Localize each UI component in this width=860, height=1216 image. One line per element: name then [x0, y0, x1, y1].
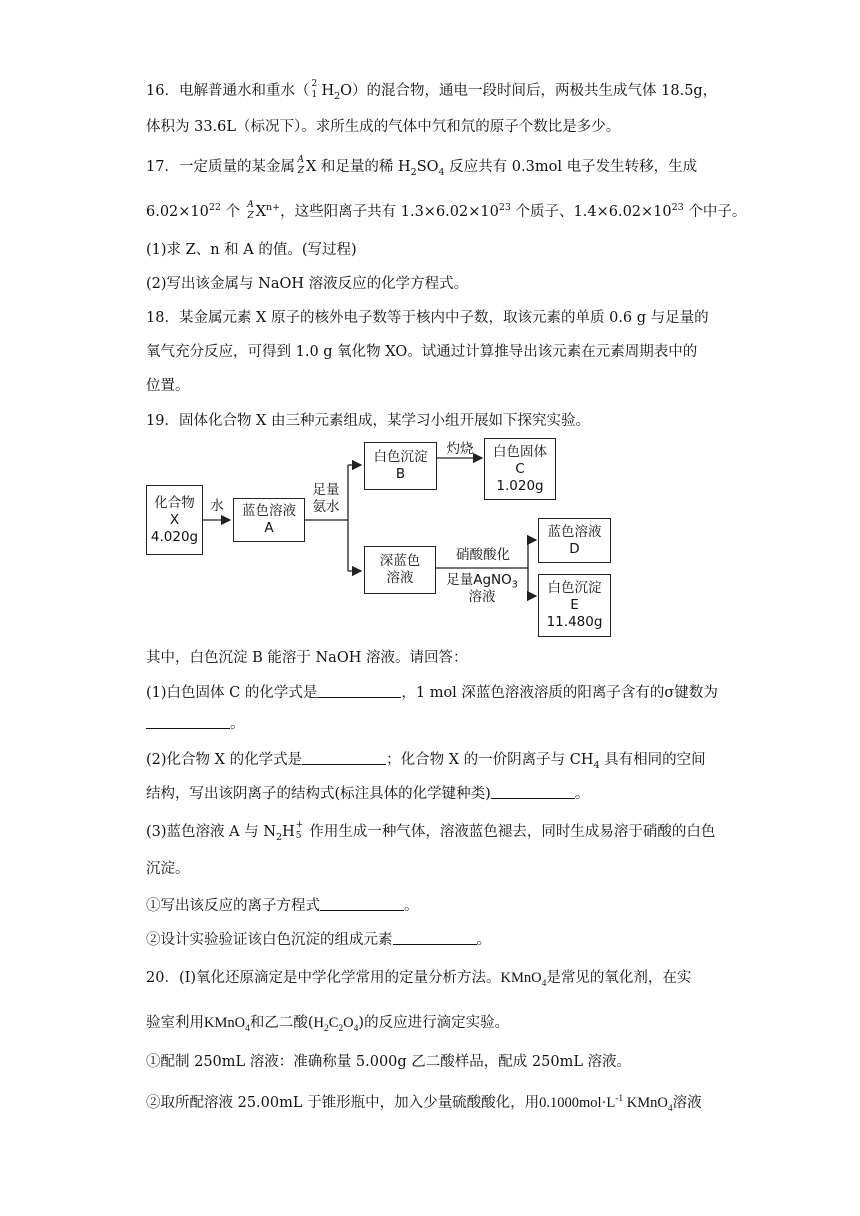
label-text — [436, 572, 528, 589]
q16-line-1 — [146, 80, 717, 101]
text: 17．一定质量的某金属 — [146, 159, 295, 175]
q19-part-3-line-1 — [146, 822, 715, 842]
formula-kmno4 — [500, 970, 547, 989]
box-text: 深蓝色 — [379, 553, 421, 569]
text: 具有相同的空间 — [599, 752, 706, 768]
answer-blank[interactable] — [320, 896, 404, 911]
label-text: 足量 — [312, 482, 340, 498]
text: 和乙二酸( — [249, 1015, 314, 1031]
subscript: 2 — [276, 831, 283, 843]
box-blue-solution-d — [538, 518, 611, 563]
mass-number: A — [297, 155, 304, 165]
subscript: 4 — [593, 759, 600, 771]
q20-line-1 — [146, 968, 691, 988]
text: 反应共有 0.3mol 电子发生转移，生成 — [444, 159, 698, 175]
nuclide-notation — [295, 157, 305, 175]
q17-part-2: (2)写出该金属与 NaOH 溶液反应的化学方程式。 — [146, 276, 469, 292]
text: X 和足量的稀 H — [305, 159, 411, 175]
q19-part-1-line-2 — [146, 714, 245, 734]
label-ammonia — [306, 482, 346, 516]
text: X — [255, 204, 267, 220]
box-text: 1.020g — [496, 477, 544, 494]
text: 足量AgNO — [446, 572, 512, 588]
label-text: 氨水 — [312, 499, 340, 515]
box-white-solid-c — [484, 438, 556, 500]
text: SO — [416, 159, 439, 175]
label-text: 溶液 — [468, 589, 496, 605]
answer-blank[interactable] — [302, 750, 386, 765]
text: 作用生成一种气体，溶液蓝色褪去，同时生成易溶于硝酸的白色 — [304, 824, 716, 840]
box-text: 白色沉淀 — [373, 449, 428, 465]
charge: + — [295, 820, 304, 830]
mass-number: 2 — [311, 79, 318, 89]
subscript: 2 — [324, 1023, 329, 1034]
q19-part-2-line-2 — [146, 784, 589, 804]
superscript: 22 — [208, 202, 221, 214]
box-white-precipitate-e — [538, 574, 611, 637]
charge-subscript-stack — [295, 822, 305, 840]
formula-kmno4 — [623, 1095, 673, 1114]
subscript: 5 — [295, 831, 302, 841]
q19-part-3-line-2: 沉淀。 — [146, 861, 190, 877]
concentration — [539, 1095, 623, 1111]
text: KMnO — [500, 970, 542, 986]
box-text: E — [570, 597, 579, 613]
text: 是常见的氧化剂，在实 — [546, 970, 692, 986]
box-text: C — [515, 460, 525, 477]
box-deep-blue-solution — [364, 546, 436, 594]
subscript: 3 — [511, 579, 518, 591]
q18-line-2: 氧气充分反应，可得到 1.0 g 氧化物 XO。试通过计算推导出该元素在元素周期表中的 — [146, 344, 698, 360]
text: 6.02×10 — [146, 204, 209, 220]
box-blue-solution-a — [233, 498, 305, 542]
superscript: n+ — [266, 202, 281, 214]
label-nitric-acid: 硝酸酸化 — [456, 547, 510, 563]
q20-step-1: ①配制 250mL 溶液：准确称量 5.000g 乙二酸样品，配成 250mL 溶液。 — [146, 1054, 632, 1070]
text: 溶液 — [672, 1095, 702, 1111]
q19-intro: 19．固体化合物 X 由三种元素组成，某学习小组开展如下探究实验。 — [146, 413, 590, 429]
label-burn: 灼烧 — [446, 441, 474, 457]
text: H — [321, 83, 335, 99]
q16-line-2: 体积为 33.6L（标况下）。求所生成的气体中氕和氘的原子个数比是多少。 — [146, 119, 621, 135]
box-text: 溶液 — [386, 570, 414, 586]
subscript: 2 — [410, 166, 417, 178]
box-compound-x — [146, 485, 203, 555]
q17-part-1: (1)求 Z、n 和 A 的值。(写过程) — [146, 242, 357, 258]
box-text: 蓝色溶液 — [242, 503, 296, 519]
subscript: 4 — [667, 1103, 673, 1114]
formula-h2c2o4 — [313, 1015, 359, 1034]
atomic-number: 1 — [311, 90, 318, 100]
answer-blank[interactable] — [146, 714, 230, 729]
text: KMnO — [623, 1095, 668, 1111]
box-text: 4.020g — [150, 528, 199, 545]
nuclide-notation — [245, 202, 255, 220]
text: (1)白色固体 C 的化学式是 — [146, 685, 318, 701]
text: KMnO — [204, 1015, 246, 1031]
mass-number: A — [247, 200, 254, 210]
q18-line-1: 18．某金属元素 X 原子的核外电子数等于核内中子数，取该元素的单质 0.6 g 与足量的 — [146, 310, 709, 326]
subscript: 2 — [338, 1023, 344, 1034]
box-text: B — [395, 466, 406, 482]
box-text: X — [169, 511, 180, 528]
text: 0.1000mol·L — [539, 1095, 616, 1111]
formula-kmno4 — [204, 1015, 250, 1034]
isotope-notation — [309, 80, 321, 100]
q19-part-1-line-1 — [146, 683, 718, 703]
superscript: -1 — [615, 1094, 624, 1105]
q19-part-3-item-2 — [146, 930, 491, 950]
text: O — [343, 1015, 354, 1031]
q17-line-2 — [146, 202, 746, 222]
subscript: 4 — [353, 1023, 359, 1034]
q20-line-2 — [146, 1013, 509, 1033]
q20-step-2 — [146, 1093, 702, 1113]
text: 。 — [476, 932, 491, 948]
subscript: 4 — [245, 1023, 250, 1034]
label-silver-nitrate — [436, 572, 528, 606]
text: O）的混合物，通电一段时间后，两极共生成气体 18.5g， — [340, 83, 718, 99]
superscript: 23 — [498, 202, 511, 214]
subscript: 4 — [541, 978, 547, 989]
text: 个质子、1.4×6.02×10 — [510, 204, 672, 220]
text: 结构，写出该阴离子的结构式(标注具体的化学键种类) — [146, 786, 491, 802]
q19-after-chart: 其中，白色沉淀 B 能溶于 NaOH 溶液。请回答： — [146, 650, 468, 666]
text: 个 — [220, 204, 245, 220]
q19-part-3-item-1 — [146, 896, 419, 916]
box-text: 白色固体 — [493, 443, 547, 460]
box-text: A — [264, 520, 274, 536]
text: )的反应进行滴定实验。 — [358, 1015, 510, 1031]
label-water: 水 — [210, 498, 224, 514]
text: ；化合物 X 的一价阴离子与 CH — [386, 752, 594, 768]
answer-blank[interactable] — [491, 784, 575, 799]
answer-blank[interactable] — [317, 683, 401, 698]
q18-line-3: 位置。 — [146, 378, 190, 394]
subscript: 4 — [438, 166, 445, 178]
atomic-number: Z — [297, 166, 304, 176]
text: (3)蓝色溶液 A 与 N — [146, 824, 277, 840]
text: 。 — [574, 786, 590, 802]
text: 验室利用 — [146, 1015, 204, 1031]
text: ，这些阳离子共有 1.3×6.02×10 — [280, 204, 499, 220]
answer-blank[interactable] — [393, 930, 477, 945]
text: ，1 mol 深蓝色溶液溶质的阳离子含有的σ键数为 — [401, 685, 718, 701]
text: 20．(I)氧化还原滴定是中学化学常用的定量分析方法。 — [146, 970, 501, 986]
box-text: 11.480g — [546, 614, 603, 630]
box-text: 化合物 — [154, 494, 195, 511]
text: ①写出该反应的离子方程式 — [146, 898, 320, 914]
atomic-number: Z — [247, 211, 254, 221]
text: C — [328, 1015, 339, 1031]
text: (2)化合物 X 的化学式是 — [146, 752, 303, 768]
box-text: 蓝色溶液 — [547, 523, 602, 540]
superscript: 23 — [671, 202, 684, 214]
box-text: D — [569, 540, 580, 557]
text: 16．电解普通水和重水（ — [146, 83, 310, 99]
q19-part-2-line-1 — [146, 750, 706, 770]
experiment-flowchart — [146, 438, 626, 640]
text: 个中子。 — [683, 204, 747, 220]
text: 。 — [404, 898, 419, 914]
text: H — [313, 1015, 324, 1031]
text: ②设计实验验证该白色沉淀的组成元素 — [146, 932, 393, 948]
text: ②取所配溶液 25.00mL 于锥形瓶中，加入少量硫酸酸化，用 — [146, 1095, 540, 1111]
subscript: 2 — [334, 90, 341, 102]
q17-line-1 — [146, 157, 697, 177]
text: H — [282, 824, 295, 840]
box-white-precipitate-b — [364, 442, 437, 490]
box-text: 白色沉淀 — [547, 580, 602, 596]
text: 。 — [230, 716, 245, 732]
